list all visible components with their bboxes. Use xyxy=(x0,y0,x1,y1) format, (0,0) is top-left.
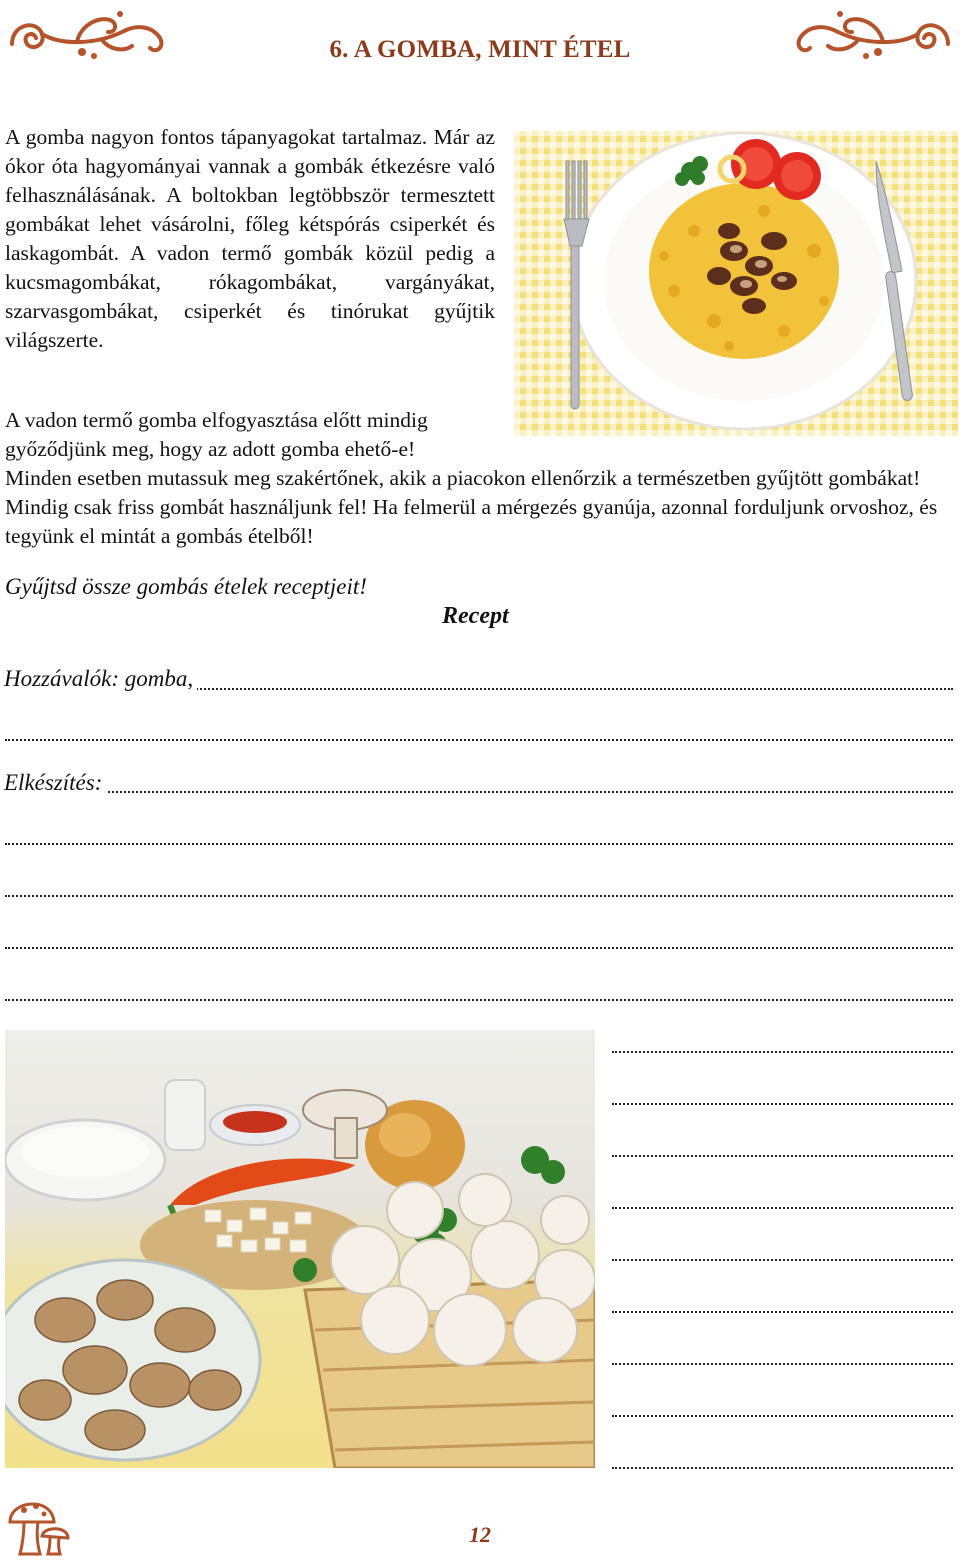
intro-paragraph: A gomba nagyon fontos tápanyagokat tartalmaz. Már az ókor óta hagyományai vannak a gombák étkezésre való felhasználásának. A boltokban legtöbbször termesztett gombákat lehet vásárolni, főleg kétspórás csiperkét és laskagombát. A vadon termő gombák közül pedig a kucsmagombákat, rókagombákat, vargányákat, szarvasgombákat, csiperkét és tinórukat gyűjtik világszerte. xyxy=(5,125,495,352)
preparation-line[interactable] xyxy=(612,1415,953,1417)
preparation-line[interactable] xyxy=(5,843,953,845)
page-number: 12 xyxy=(469,1522,491,1547)
preparation-line[interactable] xyxy=(612,1467,953,1469)
preparation-line[interactable] xyxy=(612,1155,953,1157)
preparation-line[interactable] xyxy=(5,999,953,1001)
warning-paragraph-1: A vadon termő gomba elfogyasztása előtt mindig győződjünk meg, hogy az adott gomba ehető-e! xyxy=(5,408,428,461)
page-title: 6. A GOMBA, MINT ÉTEL xyxy=(329,36,631,63)
preparation-line[interactable] xyxy=(612,1103,953,1105)
preparation-line[interactable] xyxy=(5,791,953,793)
dish-photo xyxy=(514,131,958,436)
recipe-heading: Recept xyxy=(442,603,509,629)
warning-paragraph-2: Minden esetben mutassuk meg szakértőnek, akik a piacokon ellenőrzik a természetben gyűjtött gombákat! Mindig csak friss gombát használjunk fel! Ha felmerül a mérgezés gyanúja, azonnal forduljunk orvoshoz, és tegyünk el mintát a gombás ételből! xyxy=(5,466,938,548)
preparation-line[interactable] xyxy=(612,1259,953,1261)
preparation-line[interactable] xyxy=(5,895,953,897)
preparation-line[interactable] xyxy=(612,1363,953,1365)
ingredients-line[interactable] xyxy=(5,739,953,741)
ingredients-label: Hozzávalók: gomba, xyxy=(4,666,197,692)
ingredients-photo xyxy=(5,1030,595,1468)
preparation-line[interactable] xyxy=(5,947,953,949)
preparation-line[interactable] xyxy=(612,1311,953,1313)
preparation-label: Elkészítés: xyxy=(4,770,106,796)
preparation-line[interactable] xyxy=(612,1051,953,1053)
preparation-line[interactable] xyxy=(612,1207,953,1209)
task-instruction: Gyűjtsd össze gombás ételek receptjeit! xyxy=(5,574,367,599)
